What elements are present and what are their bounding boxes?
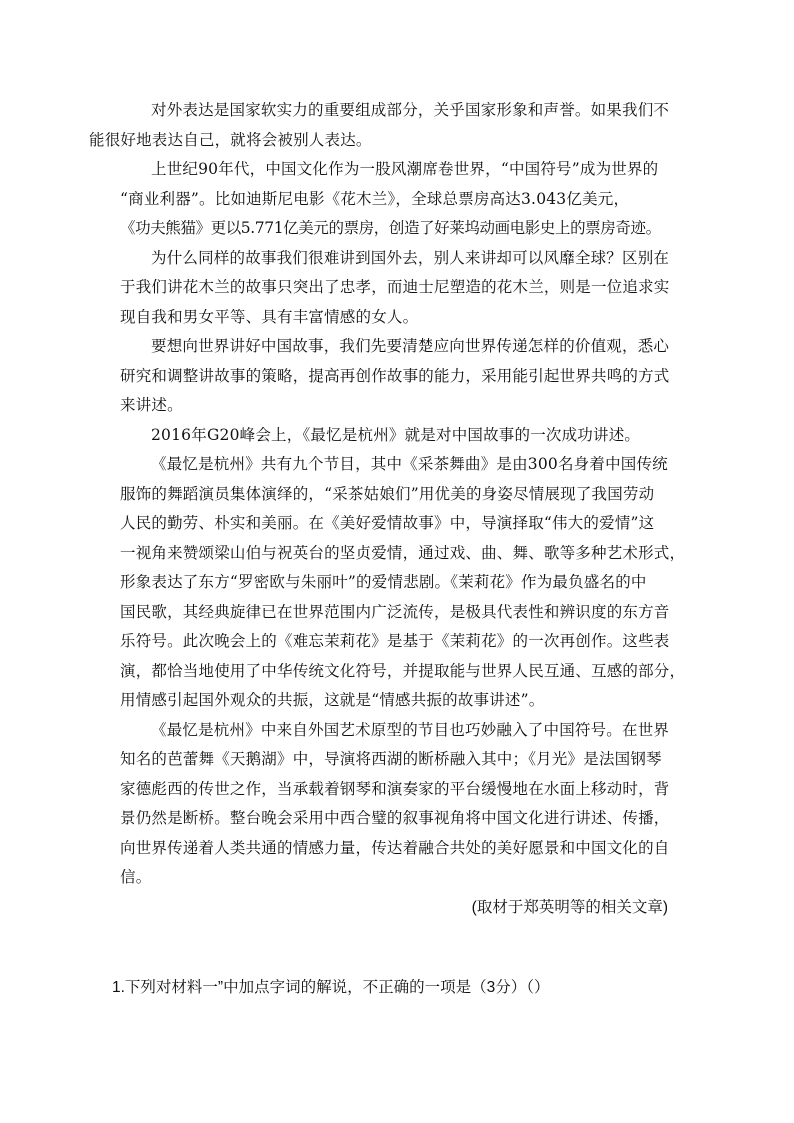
text-line: 知名的芭蕾舞《天鹅湖》中，导演将西湖的断桥融入其中；《月光》是法国钢琴 xyxy=(120,750,662,768)
text-line: 家德彪西的传世之作，当承载着钢琴和演奏家的平台缓慢地在水面上移动时，背 xyxy=(120,779,670,798)
text-line: 现自我和男女平等、具有丰富情感的女人。 xyxy=(120,307,419,326)
text-line: 国民歌，其经典旋律已在世界范围内广泛流传，是极具代表性和辨识度的东方音 xyxy=(120,602,670,621)
paragraph-4 xyxy=(120,332,676,421)
text-line: 2016年G20峰会上，《最忆是杭州》就是对中国故事的一次成功讲述。 xyxy=(151,425,641,444)
source-citation: (取材于郑英明等的相关文章) xyxy=(471,898,668,916)
text-line: 上世纪90年代，中国文化作为一股风潮席卷世界，“中国符号”成为世界的 xyxy=(151,160,659,178)
text-line: 《最忆是杭州》共有九个节目，其中《采茶舞曲》是由300名身着中国传统 xyxy=(151,455,668,473)
text-line: 《最忆是杭州》中来自外国艺术原型的节目也巧妙融入了中国符号。在世界 xyxy=(151,720,670,739)
text-line: 对外表达是国家软实力的重要组成部分，关乎国家形象和声誉。如果我们不 xyxy=(151,101,670,119)
question-1: 1.下列对材料一”中加点字词的解说，不正确的一项是（3分）（） xyxy=(112,979,550,996)
text-line: 人民的勤劳、朴实和美丽。在《美好爱情故事》中，导演择取“伟大的爱情”这 xyxy=(120,514,655,532)
text-line: 服饰的舞蹈演员集体演绎的，“采茶姑娘们”用优美的身姿尽情展现了我国劳动 xyxy=(120,484,655,503)
text-line: 演，都恰当地使用了中华传统文化符号，并提取能与世界人民互通、互感的部分， xyxy=(120,661,686,680)
text-line: 景仍然是断桥。整台晚会采用中西合璧的叙事视角将中国文化进行讲述、传播， xyxy=(120,809,670,827)
paragraph-5 xyxy=(120,421,676,451)
text-line: 研究和调整讲故事的策略，提高再创作故事的能力，采用能引起世界共鸣的方式 xyxy=(120,366,670,385)
text-line: 向世界传递着人类共通的情感力量，传达着融合共处的美好愿景和中国文化的自 xyxy=(120,838,670,857)
paragraph-2 xyxy=(120,155,676,244)
text-line: 形象表达了东方“罗密欧与朱丽叶”的爱情悲剧。《茉莉花》作为最负盛名的中 xyxy=(120,573,647,591)
text-line: 用情感引起国外观众的共振，这就是“情感共振的故事讲述”。 xyxy=(120,691,545,709)
text-line: 于我们讲花木兰的故事只突出了忠孝，而迪士尼塑造的花木兰，则是一位追求实 xyxy=(120,278,670,296)
paragraph-3 xyxy=(120,244,676,333)
paragraph-1 xyxy=(89,96,676,155)
paragraph-7 xyxy=(120,716,676,893)
text-line: 《功夫熊猫》更以5.771亿美元的票房，创造了好莱坞动画电影史上的票房奇迹。 xyxy=(120,219,661,237)
text-line: 来讲述。 xyxy=(120,396,183,414)
text-line: 一视角来赞颂梁山伯与祝英台的坚贞爱情，通过戏、曲、舞、歌等多种艺术形式， xyxy=(120,543,686,562)
text-line: “商业利器”。比如迪斯尼电影《花木兰》，全球总票房高达3.043亿美元， xyxy=(120,189,630,208)
text-line: 乐符号。此次晚会上的《难忘茉莉花》是基于《茉莉花》的一次再创作。这些表 xyxy=(120,632,670,650)
article-body xyxy=(89,96,686,922)
text-line: 为什么同样的故事我们很难讲到国外去，别人来讲却可以风靡全球？区别在 xyxy=(151,248,670,267)
paragraph-6 xyxy=(120,450,686,716)
text-line: 要想向世界讲好中国故事，我们先要清楚应向世界传递怎样的价值观，悉心 xyxy=(151,337,670,355)
text-line: 能很好地表达自己，就将会被别人表达。 xyxy=(89,130,372,149)
text-line: 信。 xyxy=(120,868,152,886)
